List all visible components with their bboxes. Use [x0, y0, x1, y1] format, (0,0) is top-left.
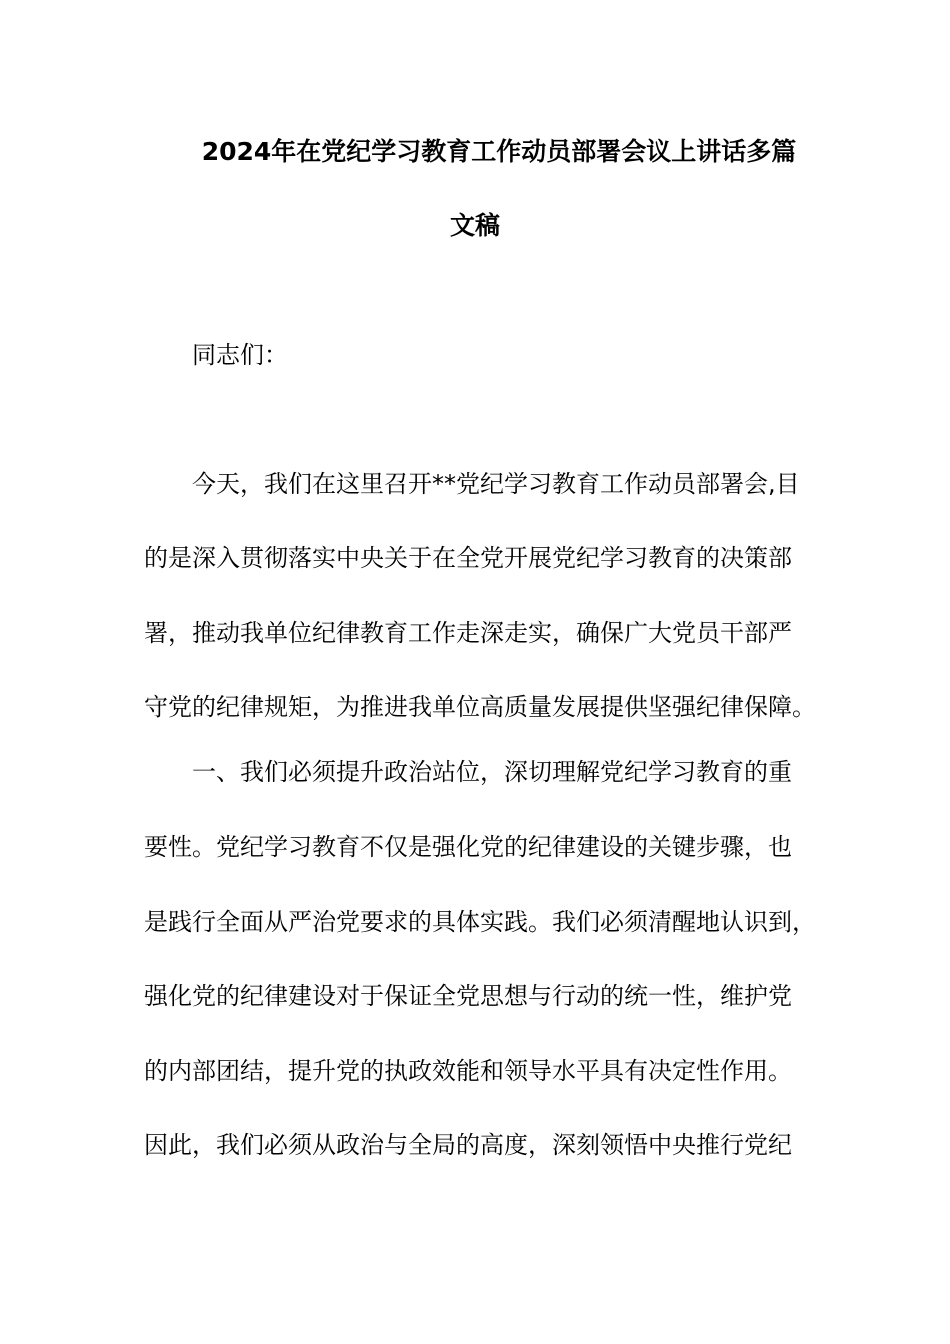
document-title-line-1: 2024年在党纪学习教育工作动员部署会议上讲话多篇	[201, 137, 797, 166]
paragraph-line: 要性。党纪学习教育不仅是强化党的纪律建设的关键步骤，也	[144, 833, 792, 861]
paragraph-line: 今天，我们在这里召开**党纪学习教育工作动员部署会,目	[192, 470, 800, 498]
paragraph-line: 一、我们必须提升政治站位，深切理解党纪学习教育的重	[192, 758, 792, 786]
salutation: 同志们：	[192, 341, 288, 369]
paragraph-line: 的是深入贯彻落实中央关于在全党开展党纪学习教育的决策部	[144, 544, 792, 572]
document-title-line-2: 文稿	[449, 211, 500, 240]
paragraph-line: 的内部团结，提升党的执政效能和领导水平具有决定性作用。	[144, 1057, 792, 1085]
paragraph-line: 署，推动我单位纪律教育工作走深走实，确保广大党员干部严	[144, 619, 792, 647]
paragraph-line: 守党的纪律规矩，为推进我单位高质量发展提供坚强纪律保障。	[144, 693, 816, 721]
paragraph-line: 因此，我们必须从政治与全局的高度，深刻领悟中央推行党纪	[144, 1131, 792, 1159]
paragraph-line: 是践行全面从严治党要求的具体实践。我们必须清醒地认识到，	[144, 908, 816, 936]
paragraph-line: 强化党的纪律建设对于保证全党思想与行动的统一性，维护党	[144, 982, 792, 1010]
